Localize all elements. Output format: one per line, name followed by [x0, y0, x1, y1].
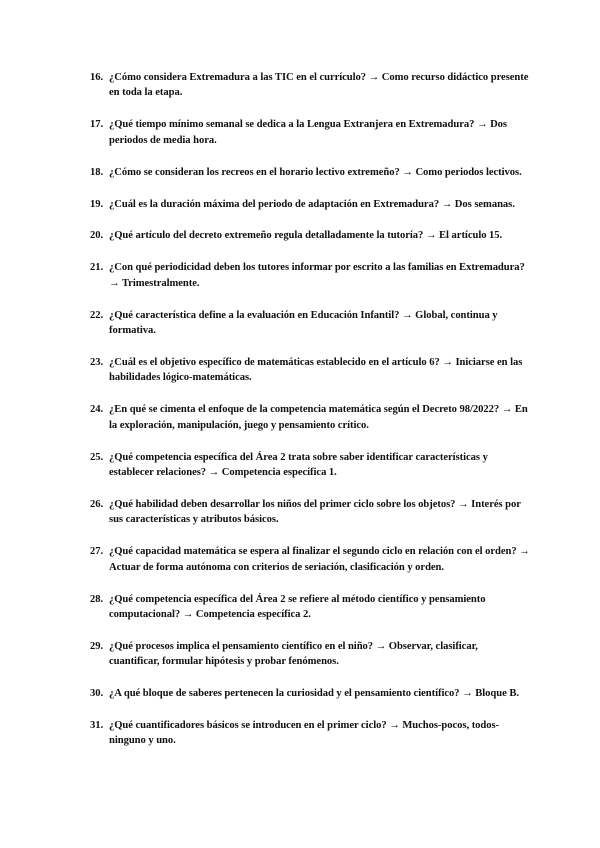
item-text: ¿Cómo considera Extremadura a las TIC en el currículo? → Como recurso didáctico presente en toda la etapa. [109, 72, 529, 99]
item-text: ¿Cuál es la duración máxima del periodo de adaptación en Extremadura? → Dos semanas. [109, 198, 515, 210]
item-number: 27. [90, 546, 104, 558]
item-text: ¿Qué característica define a la evaluación en Educación Infantil? → Global, continua y formativa. [109, 309, 498, 337]
item-number: 23. [90, 356, 104, 368]
item-text: ¿Con qué periodicidad deben los tutores informar por escrito a las familias en Extremadura? → Trimestralmente. [109, 262, 525, 289]
item-number: 30. [90, 688, 104, 700]
question-answer-list [90, 70, 530, 765]
item-text: ¿A qué bloque de saberes pertenecen la curiosidad y el pensamiento científico? → Bloque B. [109, 688, 519, 700]
list-item [90, 70, 530, 101]
list-item [90, 544, 530, 575]
item-text: ¿Cómo se consideran los recreos en el horario lectivo extremeño? → Como periodos lectivos. [109, 166, 522, 178]
item-number: 22. [90, 309, 104, 321]
list-item [90, 686, 530, 701]
list-item [90, 355, 530, 386]
item-text: ¿Qué tiempo mínimo semanal se dedica a la Lengua Extranjera en Extremadura? → Dos periodos de media hora. [109, 119, 508, 146]
item-text: ¿En qué se cimenta el enfoque de la competencia matemática según el Decreto 98/2022? → En la exploración, manipulación, juego y pensamiento crítico. [109, 404, 528, 431]
item-number: 19. [90, 198, 104, 210]
list-item [90, 117, 530, 148]
item-number: 24. [90, 404, 104, 416]
item-number: 21. [90, 262, 104, 274]
list-item [90, 260, 530, 291]
list-item [90, 402, 530, 433]
list-item [90, 450, 530, 481]
item-number: 20. [90, 230, 104, 242]
list-item [90, 718, 530, 749]
item-number: 17. [90, 119, 104, 131]
item-number: 25. [90, 451, 104, 463]
item-text: ¿Qué capacidad matemática se espera al finalizar el segundo ciclo en relación con el orden? → Actuar de forma autónoma con criterios de seriación, clasificación y orden. [109, 546, 530, 573]
list-item [90, 197, 530, 212]
item-text: ¿Qué cuantificadores básicos se introducen en el primer ciclo? → Muchos-pocos, todos-ninguno y uno. [109, 720, 500, 747]
list-item [90, 308, 530, 339]
list-item [90, 228, 530, 243]
item-text: ¿Cuál es el objetivo específico de matemáticas establecido en el artículo 6? → Iniciarse en las habilidades lógico-matemáticas. [109, 356, 523, 384]
item-number: 28. [90, 593, 104, 605]
item-text: ¿Qué artículo del decreto extremeño regula detalladamente la tutoría? → El artículo 15. [109, 230, 503, 242]
list-item [90, 639, 530, 670]
item-text: ¿Qué procesos implica el pensamiento científico en el niño? → Observar, clasificar, cuantificar, formular hipótesis y probar fenómenos. [109, 640, 478, 668]
list-item [90, 592, 530, 623]
item-number: 31. [90, 720, 104, 732]
item-number: 29. [90, 640, 104, 652]
item-number: 18. [90, 166, 104, 178]
item-text: ¿Qué competencia específica del Área 2 se refiere al método científico y pensamiento computacional? → Competencia específica 2. [109, 593, 486, 620]
item-number: 26. [90, 498, 104, 510]
item-text: ¿Qué habilidad deben desarrollar los niños del primer ciclo sobre los objetos? → Interés por sus características y atributos básicos. [109, 498, 521, 526]
list-item [90, 165, 530, 180]
item-number: 16. [90, 72, 104, 83]
list-item [90, 497, 530, 528]
item-text: ¿Qué competencia específica del Área 2 trata sobre saber identificar características y establecer relaciones? → Competencia específica 1. [109, 451, 488, 478]
